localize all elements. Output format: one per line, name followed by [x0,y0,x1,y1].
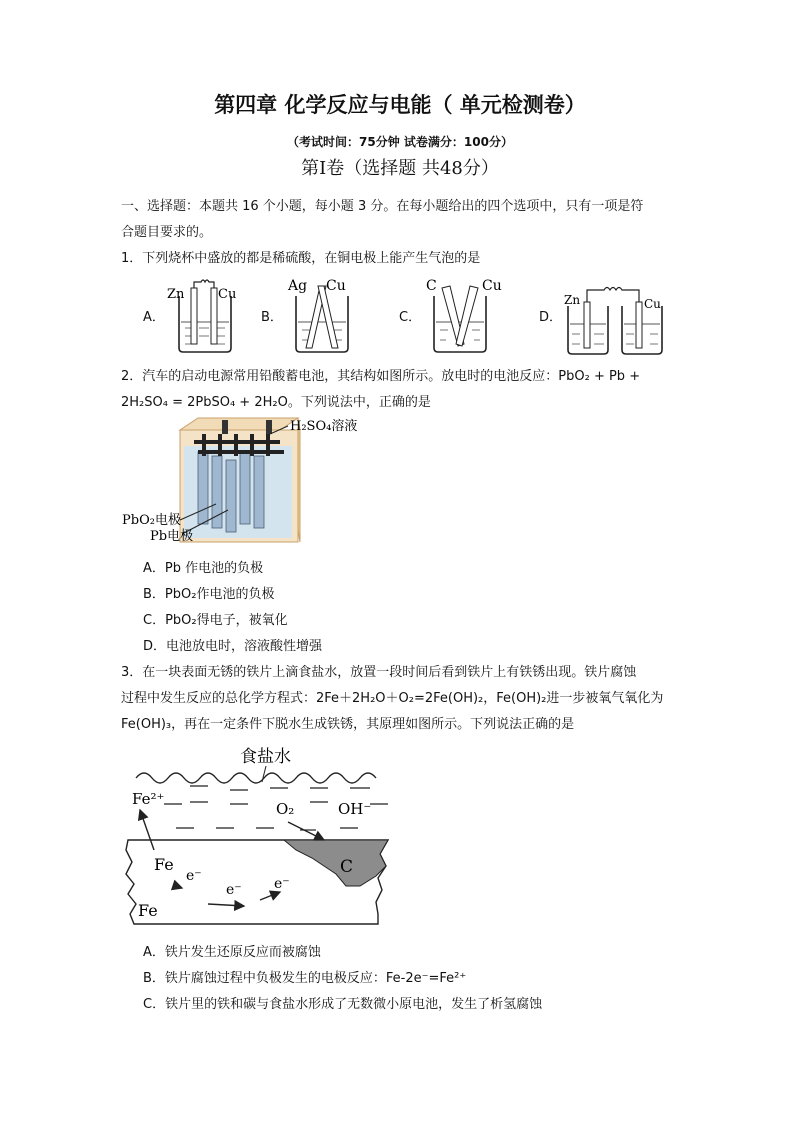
q3-fig-e-label-2: e⁻ [226,882,242,898]
q1-option-a-label: A． [143,310,165,325]
q1-stem: 1．下列烧杯中盛放的都是稀硫酸，在铜电极上能产生气泡的是 [121,251,481,266]
page-title: 第四章 化学反应与电能（ 单元检测卷） [214,92,586,117]
q1-d-cu-label: Cu [644,297,661,311]
q3-option-c: C．铁片里的铁和碳与食盐水形成了无数微小原电池，发生了析氢腐蚀 [143,997,543,1012]
q3-stem-line2: 过程中发生反应的总化学方程式：2Fe＋2H₂O＋O₂=2Fe(OH)₂，Fe(OH)₂进一步被氧气氧化为 [121,691,664,706]
q1-b-cu-label: Cu [326,278,346,294]
section-instruction-line2: 合题目要求的。 [121,225,213,240]
q1-d-zn-label: Zn [564,293,581,307]
q3-fig-e-label-3: e⁻ [274,876,290,892]
q2-fig-solution-label: H₂SO₄溶液 [290,419,358,434]
q3-fig-fe-label-1: Fe [154,855,174,874]
section-instruction-line1: 一、选择题：本题共 16 个小题，每小题 3 分。在每小题给出的四个选项中，只有一项是符 [121,199,644,214]
q3-stem-line1: 3．在一块表面无锈的铁片上滴食盐水，放置一段时间后看到铁片上有铁锈出现。铁片腐蚀 [121,665,637,680]
q1-option-b-label: B． [261,310,283,325]
q1-beaker-d-figure [564,276,674,356]
q1-a-zn-label: Zn [167,287,185,302]
q2-option-b: B．PbO₂作电池的负极 [143,587,275,602]
q3-fig-o2-label: O₂ [276,800,295,818]
q3-fig-brine-label: 食盐水 [240,747,291,767]
q1-option-c-label: C． [399,310,422,325]
q1-beaker-b-figure [282,276,362,356]
q3-fig-fe2-label: Fe²⁺ [132,790,165,808]
q3-fig-fe-label-2: Fe [138,901,158,920]
q1-a-cu-label: Cu [218,287,237,302]
q2-stem-line1: 2．汽车的启动电源常用铅酸蓄电池，其结构如图所示。放电时的电池反应：PbO₂ + Pb + [121,369,641,384]
q3-option-a: A．铁片发生还原反应而被腐蚀 [143,945,321,960]
q2-option-c: C．PbO₂得电子，被氧化 [143,613,288,628]
q3-iron-corrosion-figure [120,738,400,928]
q3-fig-oh-label: OH⁻ [338,800,372,818]
q2-lead-acid-battery-figure [120,412,440,552]
q1-b-ag-label: Ag [288,278,308,294]
q2-option-a: A．Pb 作电池的负极 [143,561,264,576]
q2-option-d: D．电池放电时，溶液酸性增强 [143,639,323,654]
q1-beaker-a-figure [165,276,245,356]
q3-fig-e-label-1: e⁻ [186,868,202,884]
q1-c-c-label: C [426,278,437,294]
q1-c-cu-label: Cu [482,278,502,294]
q2-fig-pb-label: Pb电极 [150,529,194,544]
q3-stem-line3: Fe(OH)₃，再在一定条件下脱水生成铁锈，其原理如图所示。下列说法正确的是 [121,717,575,732]
q3-option-b: B．铁片腐蚀过程中负极发生的电极反应：Fe-2e⁻=Fe²⁺ [143,971,467,986]
volume-heading: 第Ⅰ卷（选择题 共48分） [301,158,499,179]
exam-info: （考试时间：75分钟 试卷满分：100分） [287,135,513,149]
q2-fig-pbo2-label: PbO₂电极 [122,513,181,528]
q2-stem-line2: 2H₂SO₄ = 2PbSO₄ + 2H₂O。下列说法中，正确的是 [121,395,431,410]
q3-fig-carbon-label: C [340,857,354,877]
q1-option-d-label: D． [539,310,563,325]
q1-beaker-c-figure [420,276,500,356]
